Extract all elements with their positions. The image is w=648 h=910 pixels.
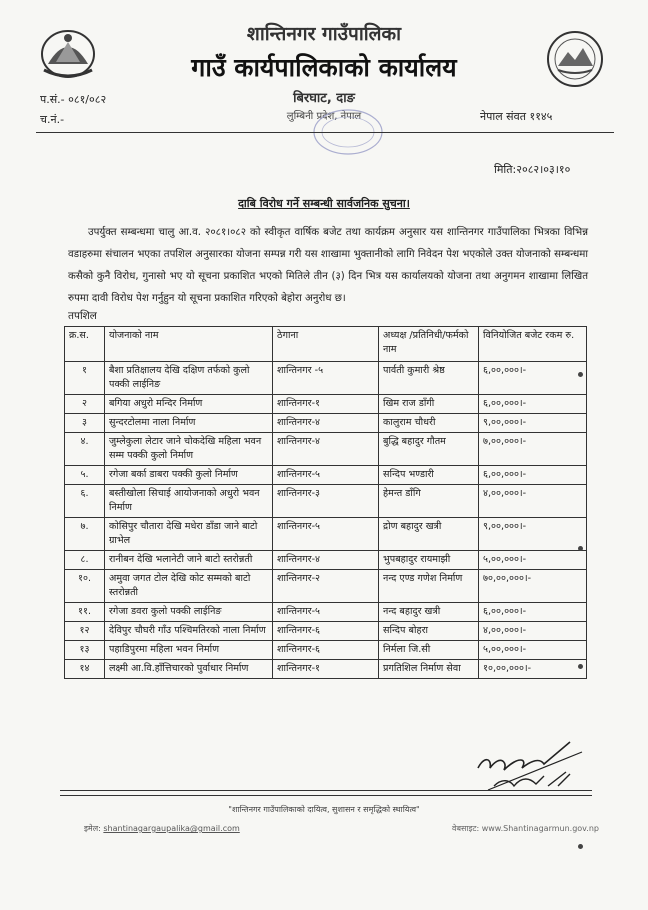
cell-plan-name: पहाडिपुरमा महिला भवन निर्माण (105, 641, 273, 660)
cell-address: शान्तिनगर-१ (273, 660, 379, 679)
cell-address: शान्तिनगर-४ (273, 433, 379, 466)
cell-address: शान्तिनगर-४ (273, 551, 379, 570)
nepal-sambat: नेपाल संवत ११४५ (480, 110, 553, 123)
cell-plan-name: रानीबन देखि भलानेटी जाने बाटो स्तरोन्नती (105, 551, 273, 570)
table-row (65, 570, 587, 603)
cell-budget: ७,००,०००।- (479, 433, 587, 466)
cell-budget: ९,००,०००।- (479, 414, 587, 433)
cell-budget: ६,००,०००।- (479, 603, 587, 622)
notice-body: उपर्युक्त सम्बन्धमा चालु आ.व. २०८१।०८२ को स्वीकृत वार्षिक बजेट तथा कार्यक्रम अनुसार यस शान्तिनगर गाउँपालिका भित्रका विभिन्न वडाहरुमा संचालन भएका तपशिल अनुसारका योजना सम्पन्न गरी यस शाखामा भुक्तानीको लागि निवेदन पेश भएकोले उक्त योजनाको सम्बन्धमा कसैको कुनै विरोध, गुनासो भए यो सूचना प्रकाशित भएको मितिले तीन (३) दिन भित्र यस कार्यालयको योजना तथा अनुगमन शाखामा लिखित रुपमा दावी विरोध पेश गर्नुहुन यो सूचना प्रकाशित गरिएको बेहोरा अनुरोध छ। (68, 227, 588, 304)
cell-address: शान्तिनगर-२ (273, 570, 379, 603)
cell-address: शान्तिनगर-५ (273, 466, 379, 485)
cell-serial: ७. (65, 518, 105, 551)
tapsil-label: तपशिल (68, 310, 97, 322)
table-row (65, 433, 587, 466)
cell-chairperson: हेमन्त डाँगि (379, 485, 479, 518)
cell-budget: ६,००,०००।- (479, 362, 587, 395)
cell-chairperson: पार्वती कुमारी श्रेष्ठ (379, 362, 479, 395)
notice-date: मिति:२०८२।०३।१० (494, 163, 571, 176)
office-stamp-icon (300, 84, 394, 164)
cell-address: शान्तिनगर -५ (273, 362, 379, 395)
office-location: बिरघाट, दाङ (293, 91, 355, 106)
cell-serial: १३ (65, 641, 105, 660)
cell-plan-name: बगिया अधुरो मन्दिर निर्माण (105, 395, 273, 414)
cell-serial: ६. (65, 485, 105, 518)
table-row (65, 551, 587, 570)
signature-icon (470, 728, 590, 794)
cell-address: शान्तिनगर-५ (273, 603, 379, 622)
cell-chairperson: निर्मला जि.सी (379, 641, 479, 660)
cell-budget: ५,००,०००।- (479, 641, 587, 660)
cell-plan-name: लक्ष्मी आ.वि.हाँत्तिचारको पुर्वाधार निर्माण (105, 660, 273, 679)
cell-address: शान्तिनगर-५ (273, 518, 379, 551)
notice-subject-text: दाबि विरोध गर्ने सम्बन्धी सार्वजनिक सुचना। (238, 197, 410, 210)
cell-plan-name: सुन्दरटोलमा नाला निर्माण (105, 414, 273, 433)
cell-serial: ११. (65, 603, 105, 622)
cell-chairperson: नन्द एण्ड गणेश निर्माण (379, 570, 479, 603)
office-name: गाउँ कार्यपालिकाको कार्यालय (191, 53, 457, 82)
cell-chairperson: प्रगतिशिल निर्माण सेवा (379, 660, 479, 679)
cell-serial: ४. (65, 433, 105, 466)
table-row (65, 603, 587, 622)
cell-serial: १४ (65, 660, 105, 679)
cell-address: शान्तिनगर-६ (273, 641, 379, 660)
scan-speck (578, 664, 583, 669)
cell-serial: २ (65, 395, 105, 414)
cell-chairperson: भुपबहादुर रायमाझी (379, 551, 479, 570)
scan-speck (578, 546, 583, 551)
scan-speck (578, 844, 583, 849)
email-label: इमेल: (84, 824, 101, 833)
cell-serial: ३ (65, 414, 105, 433)
footer-email (84, 823, 240, 834)
notice-subject (0, 196, 648, 211)
email-address[interactable]: shantinagargaupalika@gmail.com (103, 824, 240, 833)
cell-serial: १२ (65, 622, 105, 641)
cell-budget: ४,००,०००।- (479, 485, 587, 518)
cell-plan-name: अमुवा जगत टोल देखि कोट सम्मको बाटो स्तरोन्नती (105, 570, 273, 603)
footer-website[interactable]: वेबसाइट: www.Shantinagarmun.gov.np (452, 824, 599, 833)
cell-chairperson: खिम राज डाँगी (379, 395, 479, 414)
cell-chairperson: द्रोण बहादुर खत्री (379, 518, 479, 551)
scan-speck (578, 372, 583, 377)
cell-budget: ६,००,०००।- (479, 395, 587, 414)
table-row (65, 395, 587, 414)
cell-budget: ९,००,०००।- (479, 518, 587, 551)
cell-budget: ६,००,०००।- (479, 466, 587, 485)
header-address: ठेगाना (273, 327, 379, 362)
office-province: लुम्बिनी प्रदेश, नेपाल (286, 111, 362, 122)
patra-sankhya: प.सं.- ०८१/०८२ (40, 93, 107, 106)
cell-budget: १०,००,०००।- (479, 660, 587, 679)
cell-plan-name: देविपुर चौघरी गाँउ पश्चिमतिरको नाला निर्माण (105, 622, 273, 641)
cell-plan-name: बस्तीखोला सिचाई आयोजनाको अधुरो भवन निर्माण (105, 485, 273, 518)
cell-plan-name: बैशा प्रतिक्षालय देखि दक्षिण तर्फको कुलो पक्की लाईनिङ (105, 362, 273, 395)
cell-budget: ५,००,०००।- (479, 551, 587, 570)
cell-serial: १ (65, 362, 105, 395)
header-divider (36, 132, 614, 133)
footer-slogan: "शान्तिनगर गाउँपालिकाको दायित्व, सुशासन र समृद्धिको स्थायित्व" (228, 805, 420, 814)
table-row (65, 660, 587, 679)
cell-plan-name: रगेजा डवरा कुलो पक्की लाईनिङ (105, 603, 273, 622)
chalani-number: च.नं.- (40, 113, 65, 126)
cell-budget: ७०,००,०००।- (479, 570, 587, 603)
table-row (65, 362, 587, 395)
cell-chairperson: सन्दिप बोहरा (379, 622, 479, 641)
cell-chairperson: सन्दिप भण्डारी (379, 466, 479, 485)
cell-address: शान्तिनगर-३ (273, 485, 379, 518)
cell-chairperson: बुद्धि बहादुर गौतम (379, 433, 479, 466)
header-budget: विनियोजित बजेट रकम रु. (479, 327, 587, 362)
header-serial: क्र.स. (65, 327, 105, 362)
cell-serial: १०. (65, 570, 105, 603)
cell-chairperson: नन्द बहादुर खत्री (379, 603, 479, 622)
header-chairperson: अध्यक्ष /प्रतिनिधी/फर्मको नाम (379, 327, 479, 362)
cell-serial: ५. (65, 466, 105, 485)
table-header-row (65, 327, 587, 362)
cell-address: शान्तिनगर-१ (273, 395, 379, 414)
municipality-name: शान्तिनगर गाउँपालिका (246, 23, 402, 45)
table-row (65, 622, 587, 641)
table-row (65, 641, 587, 660)
header-plan-name: योजनाको नाम (105, 327, 273, 362)
footer-divider-secondary (60, 795, 592, 796)
table-row (65, 518, 587, 551)
table-row (65, 485, 587, 518)
footer-divider (60, 790, 592, 791)
cell-address: शान्तिनगर-४ (273, 414, 379, 433)
table-row (65, 466, 587, 485)
cell-budget: ४,००,०००।- (479, 622, 587, 641)
cell-plan-name: जुम्लेकुला लेटार जाने चोकदेखि महिला भवन सम्म पक्की कुलो निर्माण (105, 433, 273, 466)
plans-table (64, 326, 587, 679)
cell-plan-name: कोसिपुर चौतारा देखि मधेरा डाँडा जाने बाटो ग्राभेल (105, 518, 273, 551)
cell-plan-name: रगेजा बर्का डाबरा पक्की कुलो निर्माण (105, 466, 273, 485)
table-row (65, 414, 587, 433)
cell-address: शान्तिनगर-६ (273, 622, 379, 641)
cell-serial: ८. (65, 551, 105, 570)
cell-chairperson: कालुराम चौधरी (379, 414, 479, 433)
